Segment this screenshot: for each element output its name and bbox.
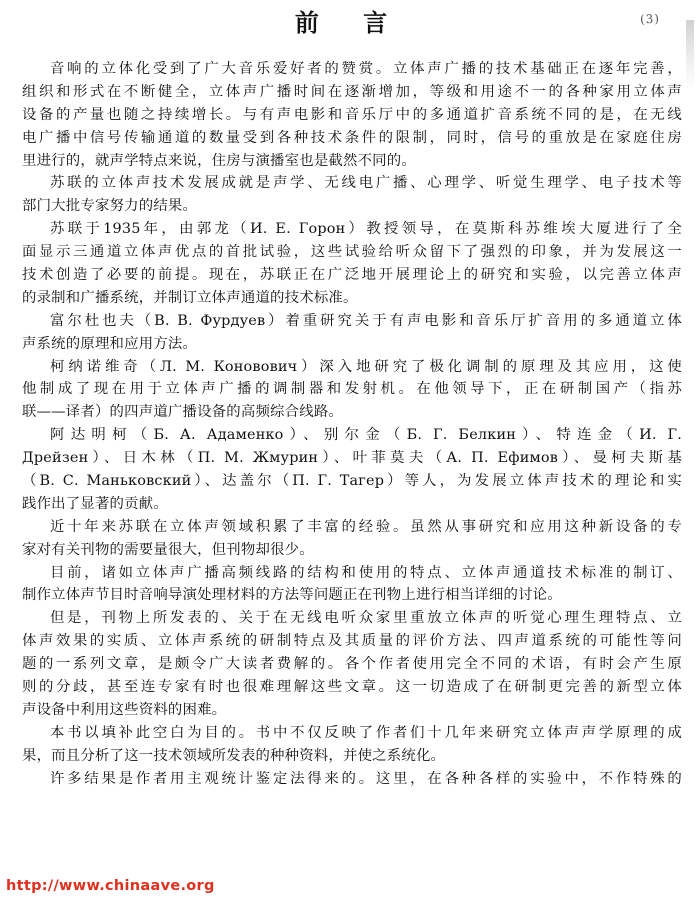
text-line: 制作立体声节目时音响导演处理材料的方法等问题正在刊物上进行相当详细的讨论。 [22,587,562,604]
text-line: 目前，诸如立体声广播高频线路的结构和使用的特点、立体声通道技术标准的制订、 [50,564,682,581]
text-line: 题的一系列文章，是颇令广大读者费解的。各个作者使用完全不同的术语，有时会产生原 [22,656,682,673]
text-line: 柯纳诺维奇（Л. М. Коновович）深入地研究了极化调制的原理及其应用，这使 [50,358,682,375]
text-line: 富尔杜也夫（В. В. Фурдуев）着重研究关于有声电影和音乐厅扩音用的多通道立体 [50,312,682,329]
text-line: 里进行的，就声学特点来说，住房与演播室也是截然不同的。 [22,152,416,169]
text-line: 组织和形式在不断健全，立体声广播时间在逐渐增加，等级和用途不一的各种家用立体声 [22,83,682,100]
text-line: 但是，刊物上所发表的、关于在无线电听众家里重放立体声的听觉心理生理特点、立 [50,610,682,627]
paragraph-4 [22,310,682,356]
paragraph-11 [22,768,682,791]
text-line: （В. С. Маньковский）、达盖尔（П. Г. Тагер）等人，为发展立体声技术的理论和实 [22,473,682,490]
scan-edge-smudge [686,20,694,90]
text-line: 家对有关刊物的需要量很大，但刊物却很少。 [22,541,314,558]
text-line: 技术创造了必要的前提。现在，苏联正在广泛地开展理论上的研究和实验，以完善立体声 [22,267,682,284]
paragraph-6 [22,424,682,516]
text-line: 果，而且分析了这一技术领域所发表的种种资料，并使之系统化。 [22,747,446,764]
text-line: 近十年来苏联在立体声领域积累了丰富的经验。虽然从事研究和应用这种新设备的专 [50,518,682,535]
paragraph-3 [22,218,682,310]
text-line: 声系统的原理和应用方法。 [22,335,198,352]
text-line: 他制成了现在用于立体声广播的调制器和发射机。在他领导下，正在研制国产（指苏 [22,381,682,398]
corner-stamp-mark: (3) [639,11,661,27]
preface-body [22,58,682,791]
text-line: 阿达明柯（Б. А. Адаменко）、别尔金（Б. Г. Белкин）、特连金（И. Г. [50,427,682,444]
text-line: 面显示三通道立体声优点的首批试验，这些试验给听众留下了强烈的印象，并为发展这一 [22,244,682,261]
text-line: 践作出了显著的贡献。 [22,495,168,512]
text-line: 则的分歧，甚至连专家有时也很难理解这些文章。这一切造成了在研制更完善的新型立体 [22,679,682,696]
paragraph-9 [22,607,682,721]
watermark-url: http://www.chinaave.org [6,878,215,894]
paragraph-1 [22,58,682,172]
paragraph-5 [22,356,682,425]
text-line: 苏联于1935年，由郭龙（И. Е. Горон）教授领导，在莫斯科苏维埃大厦进行了全 [50,221,682,238]
page-title: 前 言 [294,8,406,37]
text-line: 声设备中利用这些资料的困难。 [22,701,227,718]
paragraph-10 [22,722,682,768]
text-line: 体声效果的实质、立体声系统的研制特点及其质量的评价方法、四声道系统的可能性等问 [22,633,682,650]
text-line: 许多结果是作者用主观统计鉴定法得来的。这里，在各种各样的实验中，不作特殊的 [50,770,682,787]
text-line: 部门大批专家努力的结果。 [22,198,198,215]
paragraph-7 [22,516,682,562]
text-line: 苏联的立体声技术发展成就是声学、无线电广播、心理学、听觉生理学、电子技术等 [50,175,682,192]
text-line: 的录制和广播系统，并制订立体声通道的技术标准。 [22,289,358,306]
text-line: 音响的立体化受到了广大音乐爱好者的赞赏。立体声广播的技术基础正在逐年完善， [50,61,682,77]
text-line: 联——译者）的四声道广播设备的高频综合线路。 [22,404,343,421]
text-line: Дрейзен）、日木林（П. М. Жмурин）、叶菲莫夫（А. П. Ефимов）、曼柯夫斯基 [22,450,682,467]
paragraph-8 [22,562,682,608]
text-line: 设备的产量也随之持续增长。与有声电影和音乐厅中的多通道扩音系统不同的是，在无线 [22,106,682,123]
text-line: 本书以填补此空白为目的。书中不仅反映了作者们十几年来研究立体声声学原理的成 [50,724,682,741]
paragraph-2 [22,172,682,218]
text-line: 电广播中信号传输通道的数量受到各种技术条件的限制，同时，信号的重放是在家庭住房 [22,129,682,146]
